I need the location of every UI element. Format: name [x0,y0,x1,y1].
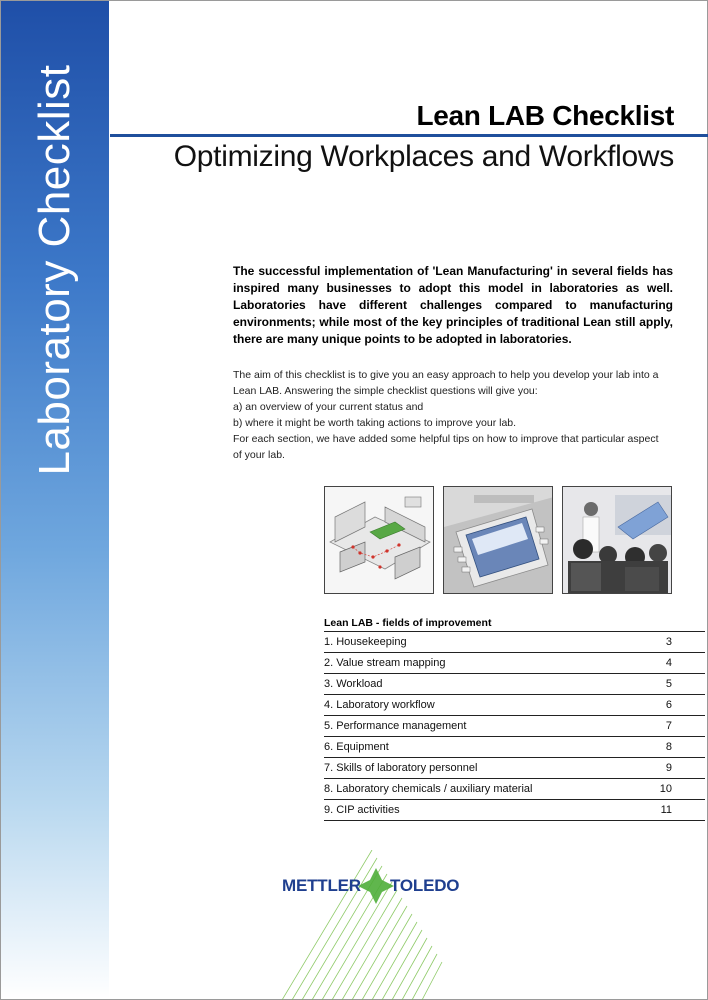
page-title: Lean LAB Checklist [416,100,674,131]
toc-item-page: 8 [665,741,672,753]
toc-item-label: 2. Value stream mapping [324,657,446,669]
toc-row[interactable] [324,800,705,821]
toc-row[interactable] [324,653,705,674]
intro-line: b) where it might be worth taking actions to improve your lab. [233,417,517,429]
toc-item-label: 9. CIP activities [324,804,400,816]
logo-text-right: TOLEDO [390,876,460,895]
toc-item-page: 5 [665,678,672,690]
intro-line: For each section, we have added some helpful tips on how to improve that particular aspect [233,433,659,445]
intro-paragraph [233,367,678,463]
lab-layout-illustration [324,486,434,594]
toc-row[interactable] [324,632,705,653]
balance-terminal-photo [443,486,553,594]
table-of-contents [324,616,705,821]
side-title: Laboratory Checklist [30,64,79,476]
toc-item-label: 5. Performance management [324,720,467,732]
toc-item-label: 3. Workload [324,678,383,690]
intro-line: The aim of this checklist is to give you an easy approach to help you develop your lab into a [233,369,659,381]
toc-item-page: 4 [665,657,672,669]
page-subtitle: Optimizing Workplaces and Workflows [173,140,674,173]
toc-item-page: 9 [665,762,672,774]
logo-text-left: METTLER [282,876,361,895]
intro-bold-paragraph: The successful implementation of 'Lean Manufacturing' in several fields has inspired many businesses to adopt this model in laboratories as well. Laboratories have different challenges compared to manufacturing environments; while most of the key principles of traditional Lean still apply, there are many unique points to be adopted in laboratories. [233,264,673,346]
intro-line: a) an overview of your current status and [233,401,424,413]
toc-row[interactable] [324,716,705,737]
intro-line: Lean LAB. Answering the simple checklist questions will give you: [233,385,538,397]
toc-item-page: 11 [660,804,672,816]
toc-item-label: 8. Laboratory chemicals / auxiliary material [324,783,533,795]
toc-item-label: 1. Housekeeping [324,636,407,648]
toc-item-label: 7. Skills of laboratory personnel [324,762,478,774]
toc-item-page: 7 [665,720,672,732]
mettler-toledo-logo [282,850,462,1000]
toc-heading: Lean LAB - fields of improvement [324,616,705,632]
toc-row[interactable] [324,737,705,758]
toc-row[interactable] [324,674,705,695]
intro-line: of your lab. [233,449,285,461]
title-rule [110,134,708,137]
toc-item-label: 4. Laboratory workflow [324,699,435,711]
toc-item-label: 6. Equipment [324,741,389,753]
logo-line-pattern [282,850,462,1000]
toc-item-page: 6 [665,699,672,711]
training-session-photo [562,486,672,594]
illustration-strip [324,486,674,594]
toc-row[interactable] [324,695,705,716]
toc-row[interactable] [324,779,705,800]
toc-row[interactable] [324,758,705,779]
toc-item-page: 10 [659,783,672,795]
toc-item-page: 3 [665,636,672,648]
